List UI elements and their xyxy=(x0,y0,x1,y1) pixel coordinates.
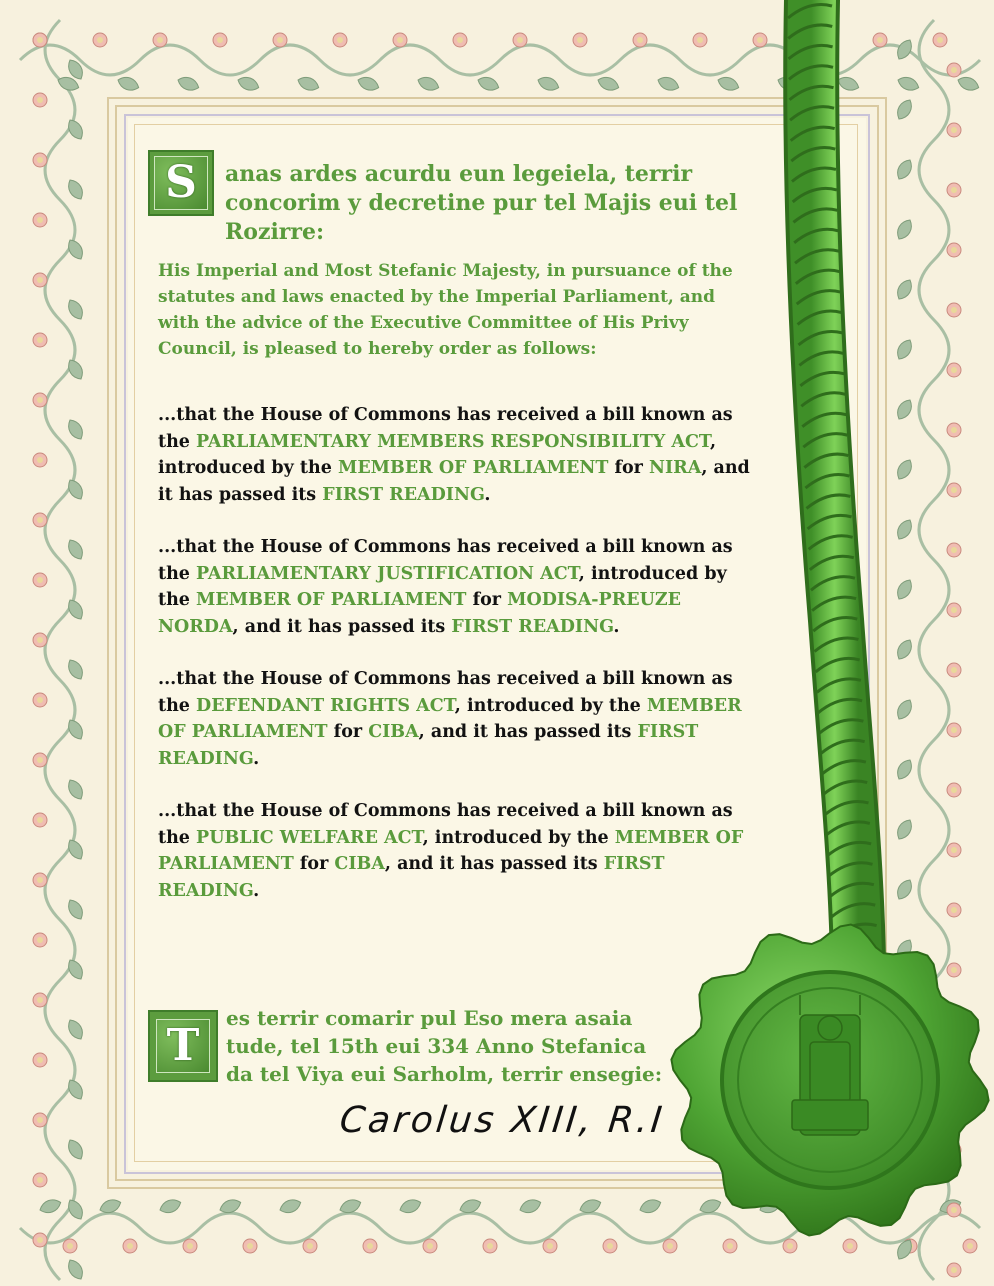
member-title: MEMBER OF PARLIAMENT xyxy=(158,827,744,874)
member-title: MEMBER OF PARLIAMENT xyxy=(158,695,742,742)
wax-seal-icon xyxy=(660,920,990,1250)
clause-text: , and it has passed its xyxy=(158,458,750,505)
reading-stage: FIRST READING xyxy=(158,722,699,769)
heading-text: anas ardes acurdu eun legeiela, terrir concorim y decretine pur tel Majis eui tel Rozirre: xyxy=(225,161,738,245)
bill-name: PARLIAMENTARY MEMBERS RESPONSIBILITY ACT xyxy=(196,431,710,452)
bill-name: DEFENDANT RIGHTS ACT xyxy=(196,695,455,716)
clause-text: , introduced by the xyxy=(422,827,609,848)
constituency-name: MODISA-PREUZE NORDA xyxy=(158,590,681,637)
clause-text: , introduced by the xyxy=(158,431,717,478)
heading-dropcap-letter: S xyxy=(165,157,197,208)
closing-dropcap-letter: T xyxy=(166,1020,200,1071)
clause-end: . xyxy=(484,484,491,505)
closing-text: es terrir comarir pul Eso mera asaia tude, tel 15th eui 334 Anno Stefanica da tel Viya eui Sarholm, terrir ensegie: xyxy=(226,1006,663,1086)
clause-text: for xyxy=(472,590,501,610)
clause-text: , and it has passed its xyxy=(384,854,598,874)
clause-text: for xyxy=(614,458,643,478)
clause-text: for xyxy=(299,854,329,874)
clause-end: . xyxy=(253,748,260,769)
clause-text: , and it has passed its xyxy=(232,616,446,637)
preamble-text: His Imperial and Most Stefanic Majesty, in pursuance of the statutes and laws enacted by the Imperial Parliament, and with the advice of the Executive Committee of His Privy Council, is pleased to hereby order as follows: xyxy=(158,261,733,359)
clause-end: . xyxy=(253,880,260,901)
constituency-name: CIBA xyxy=(368,722,419,742)
clause-text: , and it has passed its xyxy=(418,722,632,742)
clause-intro: ...that the House of Commons has received a bill known as the xyxy=(158,537,733,584)
reading-stage: FIRST READING xyxy=(322,484,485,505)
clause-text: , introduced by the xyxy=(454,695,641,716)
constituency-name: CIBA xyxy=(334,854,385,874)
clause-text: for xyxy=(333,722,363,742)
reading-stage: FIRST READING xyxy=(451,616,614,637)
clause-intro: ...that the House of Commons has received a bill known as the xyxy=(158,405,733,452)
member-title: MEMBER OF PARLIAMENT xyxy=(196,590,467,610)
clause-text: , introduced by the xyxy=(158,563,727,610)
member-title: MEMBER OF PARLIAMENT xyxy=(337,458,609,478)
constituency-name: NIRA xyxy=(649,458,702,478)
clause-intro: ...that the House of Commons has received a bill known as the xyxy=(158,669,733,716)
bill-name: PUBLIC WELFARE ACT xyxy=(196,827,423,848)
reading-stage: FIRST READING xyxy=(158,854,665,901)
clause-intro: ...that the House of Commons has received a bill known as the xyxy=(158,801,733,848)
clause-end: . xyxy=(613,616,620,637)
royal-signature: Carolus XIII, R.I xyxy=(337,1100,667,1141)
bill-name: PARLIAMENTARY JUSTIFICATION ACT xyxy=(196,563,579,584)
